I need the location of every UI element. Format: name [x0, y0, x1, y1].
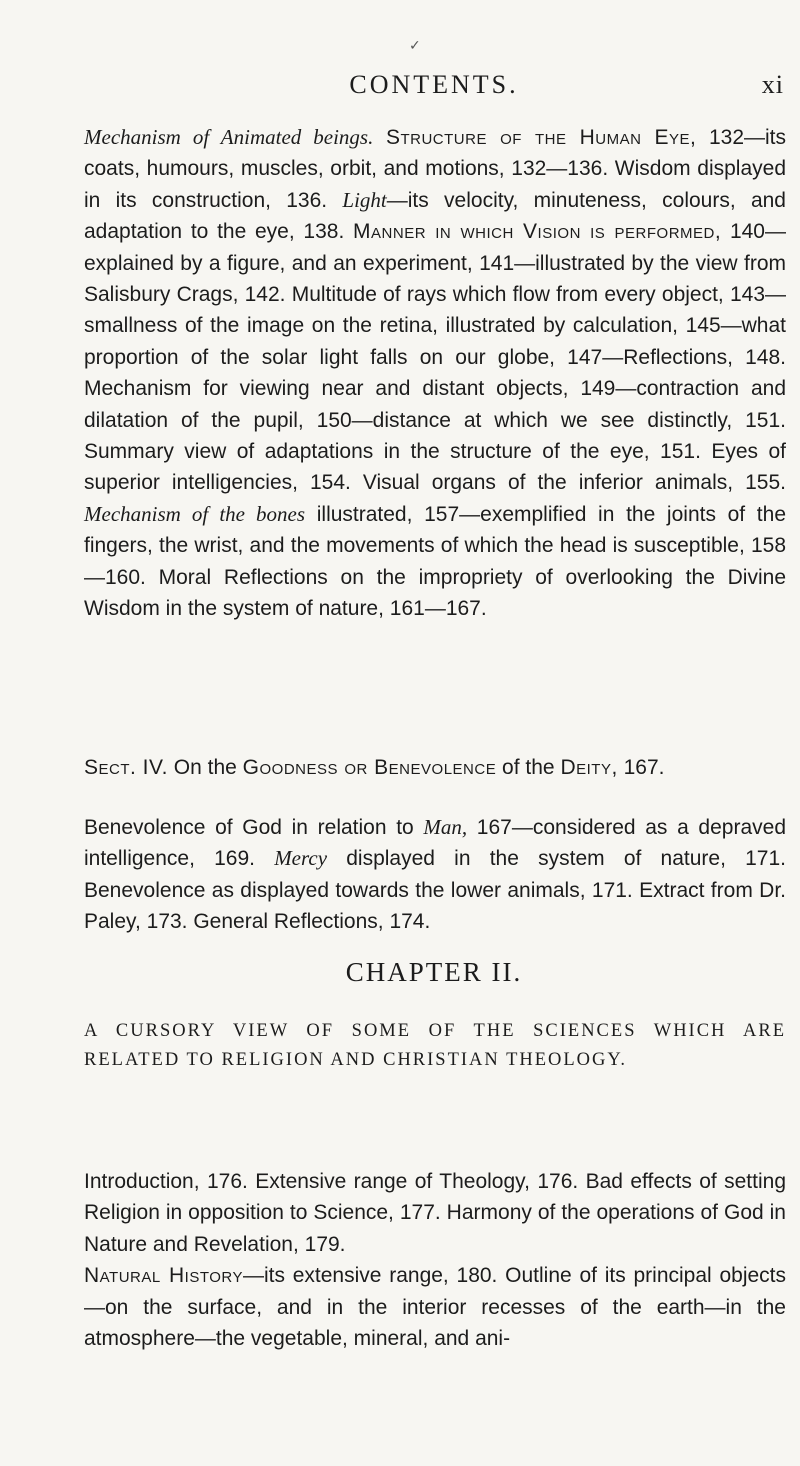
- text-span: displayed in the system of nature, 171. Benevolence as displayed towards the lower animals, 171. Extract from Dr. Paley, 173. General Reflections, 174.: [84, 847, 786, 934]
- running-head: [84, 70, 784, 104]
- contents-paragraph-mechanism: [84, 122, 786, 625]
- page-number: xi: [761, 70, 784, 99]
- text-span: 132—its coats, humours, muscles, orbit, and motions, 132—136. Wisdom displayed in its construction, 136.: [84, 126, 787, 212]
- chapter-subtitle: A CURSORY VIEW OF SOME OF THE SCIENCES WHICH ARE RELATED TO RELIGION AND CHRISTIAN THEOLOGY.: [84, 1021, 786, 1070]
- text-span: 167—considered as a depraved intelligence, 169.: [84, 816, 786, 871]
- small-caps-heading: Natural History: [84, 1264, 243, 1288]
- page-title: CONTENTS.: [349, 70, 519, 99]
- text-span: 140—explained by a figure, and an experiment, 141—illustrated by the view from Salisbury Crags, 142. Multitude of rays which flow from every object, 143—smallness of the image on the retina, illustrated by calculation, 145—what proportion of the solar light falls on our globe, 147—Reflections, 148. Mechanism for viewing near and distant objects, 149—contraction and dilatation of the pupil, 150—distance at which we see distinctly, 151. Summary view of adaptations in the structure of the eye, 151. Eyes of superior intelligencies, 154. Visual organs of the inferior animals, 155.: [84, 220, 786, 495]
- contents-paragraph-benevolence: [84, 812, 786, 938]
- small-caps-heading: Manner in which Vision is performed,: [353, 220, 722, 244]
- text-span: Introduction, 176. Extensive range of Theology, 176. Bad effects of setting Religion in opposition to Science, 177. Harmony of the operations of God in Nature and Revelation, 179.: [84, 1170, 786, 1256]
- small-caps-heading: Goodness or Benevolence: [242, 756, 497, 779]
- text-span: 167.: [617, 756, 665, 779]
- small-caps-heading: Sect. IV.: [84, 756, 168, 779]
- text-span: illustrated, 157—exemplified in the joints of the fingers, the wrist, and the movements of which the head is susceptible, 158—160. Moral Reflections on the impropriety of overlooking the Divine Wisdom in the system of nature, 161—167.: [84, 502, 787, 621]
- text-span: of the: [496, 756, 561, 779]
- italic-heading: Mechanism of Animated beings.: [84, 125, 374, 149]
- small-caps-heading: Structure of the Human Eye,: [385, 126, 697, 149]
- text-span: On the: [167, 756, 243, 779]
- section-heading-sect-iv: [84, 752, 786, 783]
- text-span: —its velocity, minuteness, colours, and adaptation to the eye, 138.: [84, 188, 786, 244]
- italic-term: Mercy: [274, 846, 328, 871]
- italic-term: Light: [342, 187, 387, 212]
- italic-term: Man,: [423, 815, 468, 839]
- italic-term: Mechanism of the bones: [84, 501, 306, 526]
- chapter-title: CHAPTER II.: [345, 957, 523, 987]
- contents-paragraph-introduction: [84, 1166, 786, 1354]
- small-caps-heading: Deity,: [560, 756, 618, 779]
- text-span: —its extensive range, 180. Outline of its principal objects—on the surface, and in the interior recesses of the earth—in the atmosphere—the vegetable, mineral, and ani-: [84, 1264, 787, 1351]
- pencil-mark: ✓: [409, 38, 421, 54]
- text-span: Benevolence of God in relation to: [84, 816, 424, 839]
